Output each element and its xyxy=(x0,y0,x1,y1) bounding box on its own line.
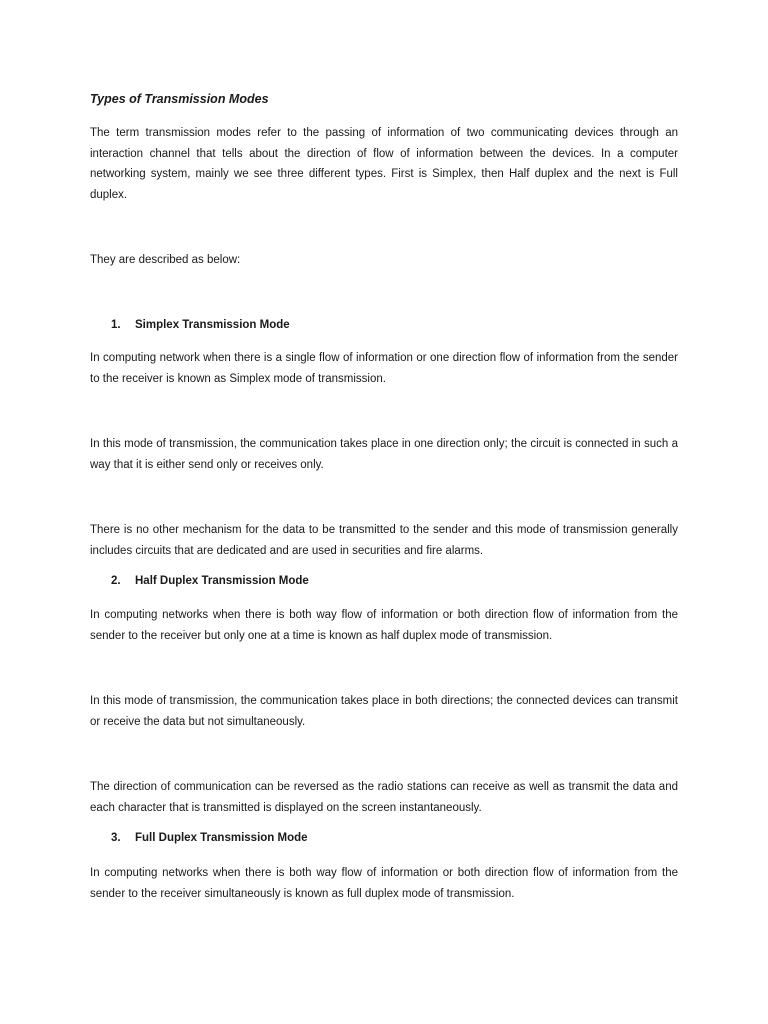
section-number: 2. xyxy=(111,575,121,587)
simplex-paragraph-2: In this mode of transmission, the communication takes place in one direction only; the circuit is connected in such a way that it is either send only or receives only. xyxy=(90,438,678,471)
section-heading-text: Half Duplex Transmission Mode xyxy=(135,575,309,587)
section-heading-text: Simplex Transmission Mode xyxy=(135,319,290,331)
half-duplex-paragraph-3: The direction of communication can be reversed as the radio stations can receive as well as transmit the data and each character that is transmitted is displayed on the screen instantaneously. xyxy=(90,781,678,814)
full-duplex-paragraph-1: In computing networks when there is both way flow of information or both direction flow of information from the sender to the receiver simultaneously is known as full duplex mode of transmission. xyxy=(90,867,678,900)
section-heading-text: Full Duplex Transmission Mode xyxy=(135,832,308,844)
section-number: 1. xyxy=(111,319,121,331)
section-heading-full-duplex xyxy=(111,832,308,844)
section-heading-half-duplex xyxy=(111,575,309,587)
half-duplex-paragraph-1: In computing networks when there is both way flow of information or both direction flow of information from the sender to the receiver but only one at a time is known as half duplex mode of transmission. xyxy=(90,609,678,642)
section-number: 3. xyxy=(111,832,121,844)
simplex-paragraph-1: In computing network when there is a single flow of information or one direction flow of information from the sender to the receiver is known as Simplex mode of transmission. xyxy=(90,352,678,385)
intro-paragraph: The term transmission modes refer to the passing of information of two communicating devices through an interaction channel that tells about the direction of flow of information between the devices. In a computer networking system, mainly we see three different types. First is Simplex, then Half duplex and the next is Full duplex. xyxy=(90,127,678,201)
section-heading-simplex xyxy=(111,319,290,331)
half-duplex-paragraph-2: In this mode of transmission, the communication takes place in both directions; the connected devices can transmit or receive the data but not simultaneously. xyxy=(90,695,678,728)
simplex-paragraph-3: There is no other mechanism for the data to be transmitted to the sender and this mode of transmission generally includes circuits that are dedicated and are used in securities and fire alarms. xyxy=(90,524,678,557)
described-text: They are described as below: xyxy=(90,254,241,266)
document-title: Types of Transmission Modes xyxy=(90,92,269,106)
